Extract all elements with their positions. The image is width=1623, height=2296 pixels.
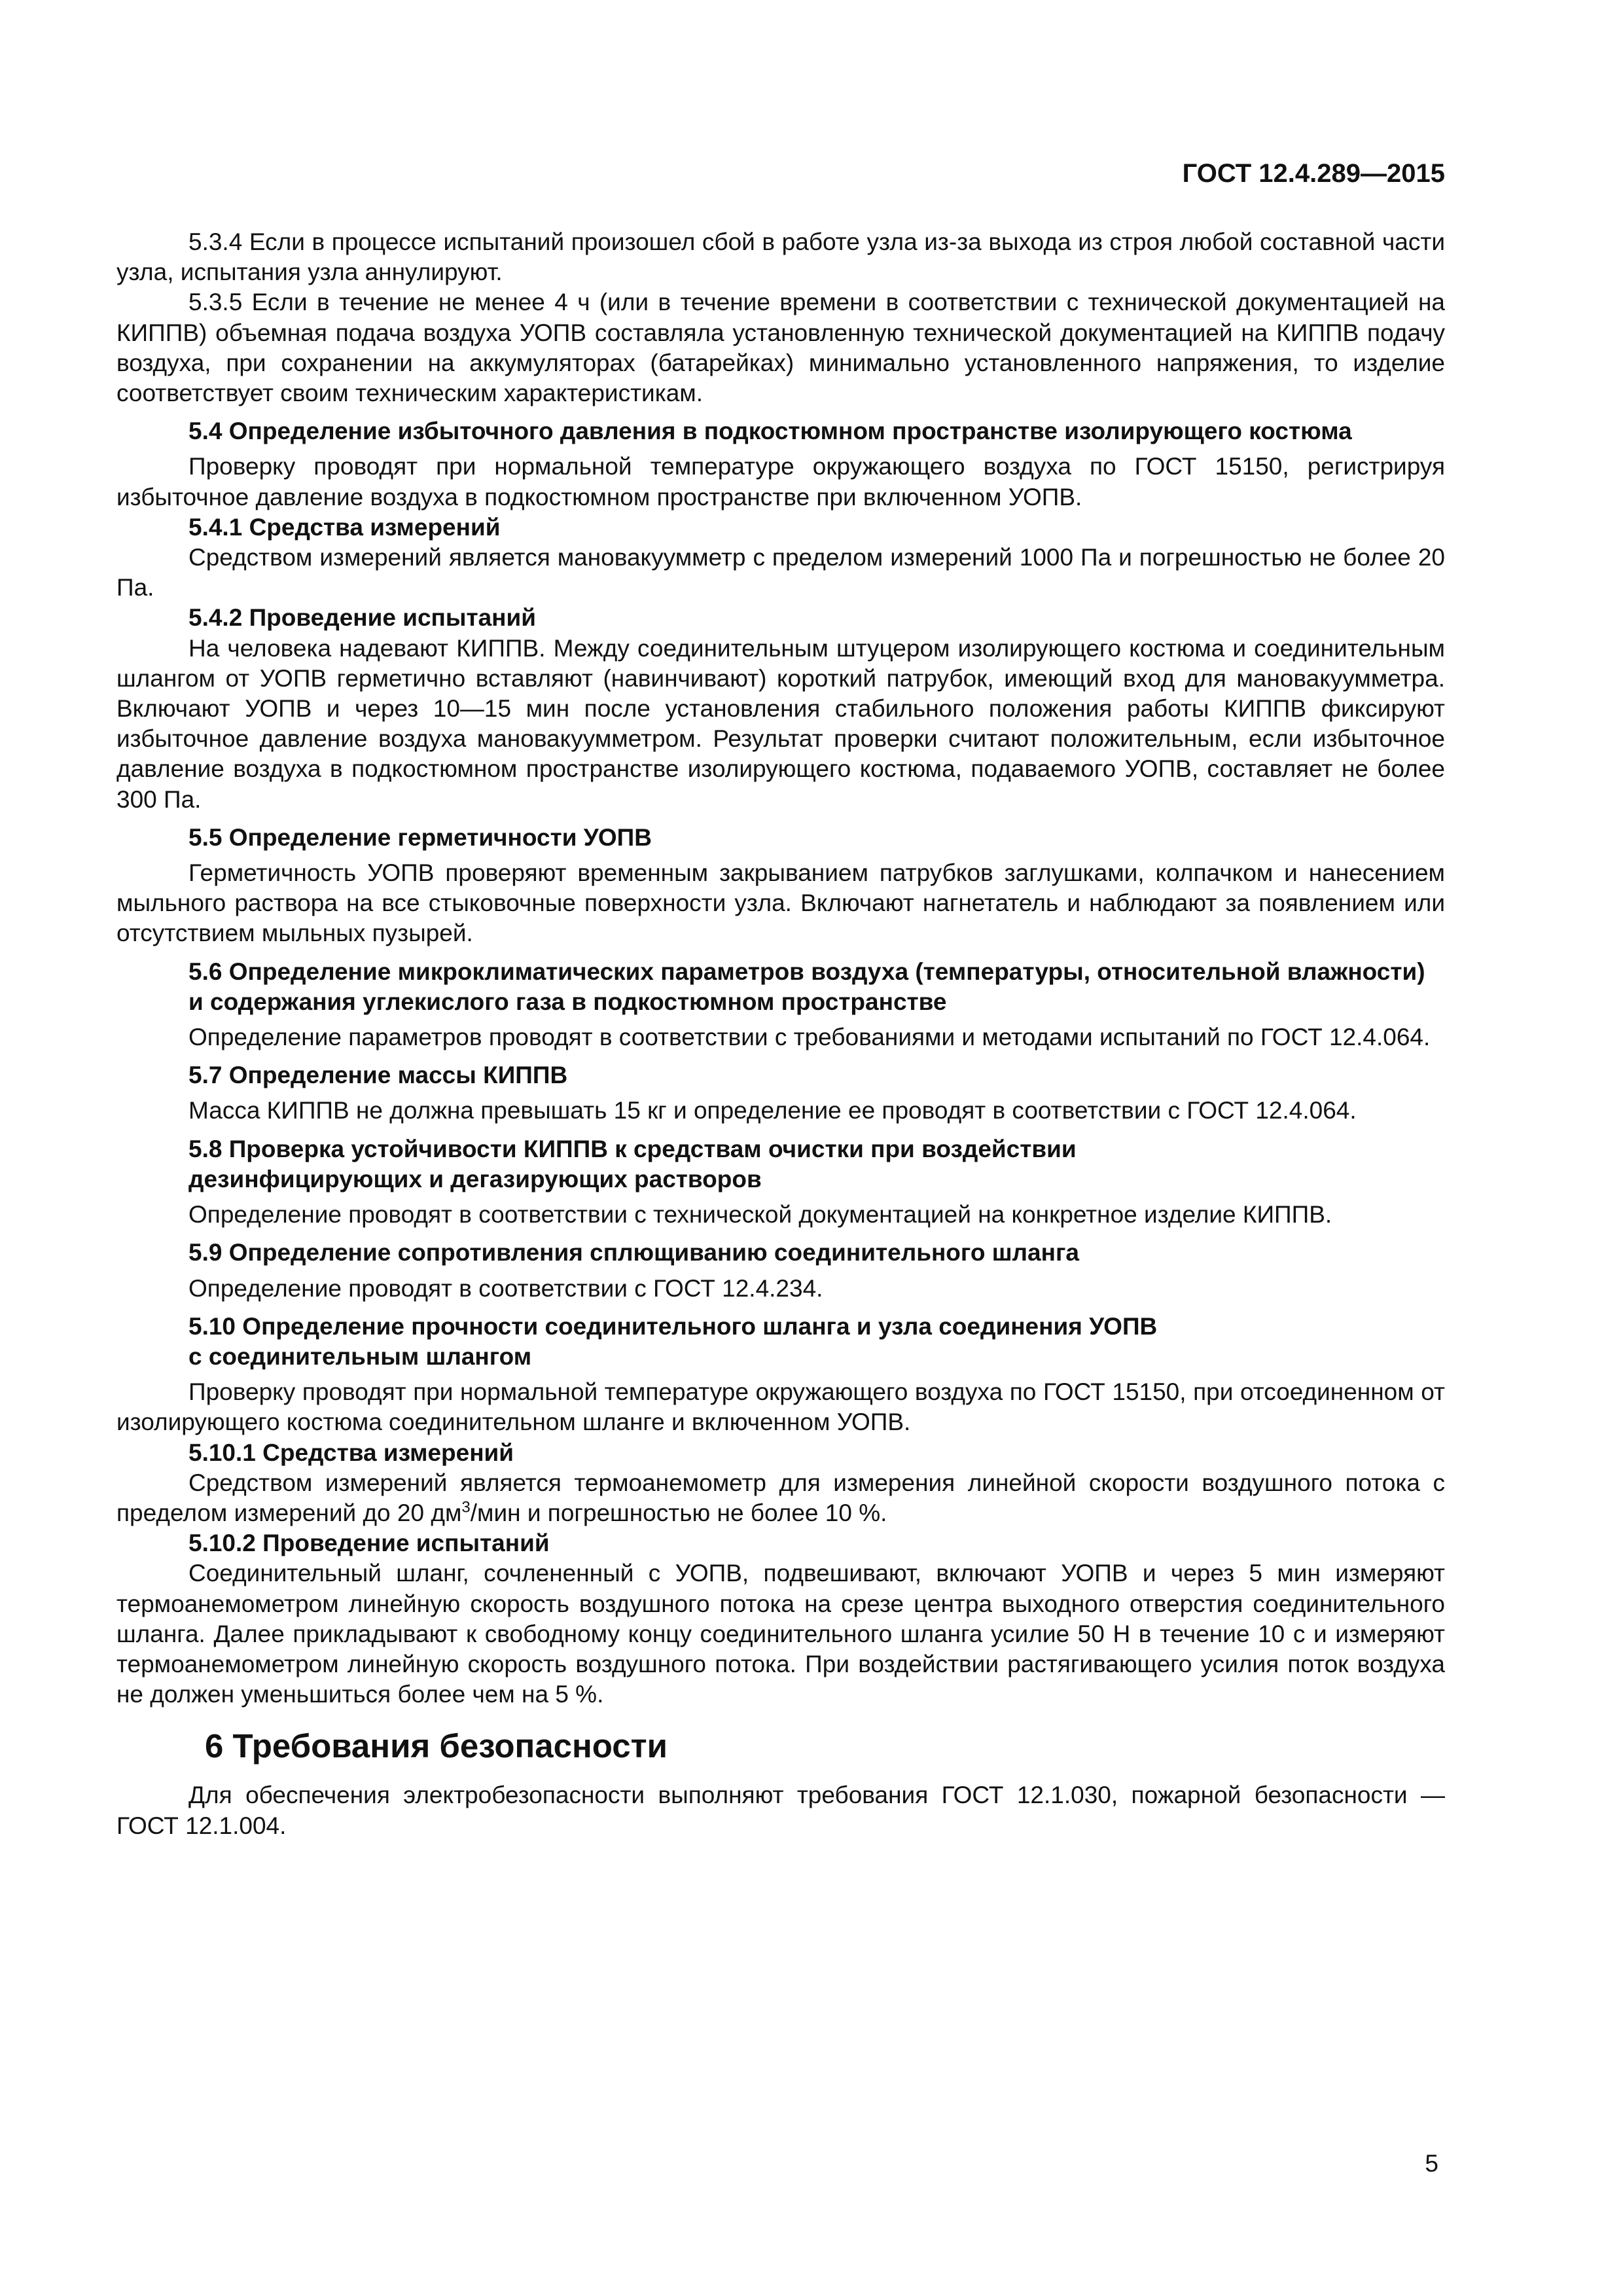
paragraph-5-10-1 <box>116 1468 1445 1528</box>
heading-5-4-2: 5.4.2 Проведение испытаний <box>188 604 537 632</box>
heading-5-10-2: 5.10.2 Проведение испытаний <box>188 1530 550 1557</box>
paragraph-5-3-4: 5.3.4 Если в процессе испытаний произошел сбой в работе узла из-за выхода из строя любой составной части узла, испытания узла аннулируют. <box>116 228 1445 286</box>
heading-5-7: 5.7 Определение массы КИППВ <box>188 1062 568 1089</box>
superscript-cube: 3 <box>461 1498 471 1516</box>
paragraph-5-10-1-text: Средством измерений является термоанемометр для измерения линейной скорости воздушного потока с пределом измерений до 20 дм <box>116 1469 1445 1526</box>
heading-5-8 <box>116 1134 1445 1194</box>
paragraph-5-9: Определение проводят в соответствии с ГОСТ 12.4.234. <box>188 1274 823 1302</box>
heading-5-10-line-2: с соединительным шлангом <box>188 1342 532 1370</box>
paragraph-5-8: Определение проводят в соответствии с технической документацией на конкретное изделие КИППВ. <box>188 1201 1332 1229</box>
paragraph-5-6: Определение параметров проводят в соответствии с требованиями и методами испытаний по ГОСТ 12.4.064. <box>188 1024 1431 1051</box>
heading-5-9: 5.9 Определение сопротивления сплющиванию соединительного шланга <box>188 1239 1079 1266</box>
heading-5-6: 5.6 Определение микроклиматических параметров воздуха (температуры, относительной влажности) и содержания углекислого газа в подкостюмном пространстве <box>188 958 1425 1015</box>
paragraph-5-10-1-text-end: /мин и погрешностью не более 10 %. <box>470 1499 887 1526</box>
heading-5-8-line-2: дезинфицирующих и дегазирующих растворов <box>188 1165 762 1193</box>
page-header-standard: ГОСТ 12.4.289—2015 <box>1182 159 1445 188</box>
paragraph-5-4-2: На человека надевают КИППВ. Между соединительным штуцером изолирующего костюма и соединительным шлангом от УОПВ герметично вставляют (навинчивают) короткий патрубок, имеющий вход для мановакуумметра. Включают УОПВ и через 10—15 мин после установления стабильного положения работы КИППВ фиксируют избыточное давление воздуха мановакуумметром. Результат проверки считают положительным, если избыточное давление воздуха в подкостюмном пространстве изолирующего костюма, подаваемого УОПВ, составляет не более 300 Па. <box>116 634 1445 813</box>
heading-5-5: 5.5 Определение герметичности УОПВ <box>188 823 652 851</box>
paragraph-5-10-2: Соединительный шланг, сочлененный с УОПВ, подвешивают, включают УОПВ и через 5 мин измеряют термоанемометром линейную скорость воздушного потока на срезе центра выходного отверстия соединительного шланга. Далее прикладывают к свободному концу соединительного шланга усилие 50 Н в течение 10 с и измеряют термоанемометром линейную скорость воздушного потока. При воздействии растягивающего усилия поток воздуха не должен уменьшиться более чем на 5 %. <box>116 1560 1445 1708</box>
paragraph-5-7: Масса КИППВ не должна превышать 15 кг и определение ее проводят в соответствии с ГОСТ 12.4.064. <box>188 1097 1357 1124</box>
paragraph-6: Для обеспечения электробезопасности выполняют требования ГОСТ 12.1.030, пожарной безопасности — ГОСТ 12.1.004. <box>116 1782 1445 1839</box>
heading-5-10-1: 5.10.1 Средства измерений <box>188 1439 514 1466</box>
heading-5-10-line-1: 5.10 Определение прочности соединительного шланга и узла соединения УОПВ <box>188 1312 1158 1340</box>
paragraph-5-10: Проверку проводят при нормальной температуре окружающего воздуха по ГОСТ 15150, при отсоединенном от изолирующего костюма соединительном шланге и включенном УОПВ. <box>116 1378 1445 1436</box>
document-body <box>116 227 1445 1841</box>
paragraph-5-4: Проверку проводят при нормальной температуре окружающего воздуха по ГОСТ 15150, регистрируя избыточное давление воздуха в подкостюмном пространстве при включенном УОПВ. <box>116 453 1445 511</box>
heading-5-4: 5.4 Определение избыточного давления в подкостюмном пространстве изолирующего костюма <box>188 418 1352 445</box>
heading-5-4-1: 5.4.1 Средства измерений <box>188 513 501 541</box>
paragraph-5-5: Герметичность УОПВ проверяют временным закрыванием патрубков заглушками, колпачком и нанесением мыльного раствора на все стыковочные поверхности узла. Включают нагнетатель и наблюдают за появлением или отсутствием мыльных пузырей. <box>116 859 1445 947</box>
page-number: 5 <box>1425 2150 1438 2177</box>
heading-5-10 <box>116 1312 1445 1372</box>
heading-5-8-line-1: 5.8 Проверка устойчивости КИППВ к средствам очистки при воздействии <box>188 1135 1077 1162</box>
paragraph-5-4-1: Средством измерений является мановакуумметр с пределом измерений 1000 Па и погрешностью не более 20 Па. <box>116 544 1445 601</box>
section-heading-6: 6 Требования безопасности <box>205 1727 668 1765</box>
paragraph-5-3-5: 5.3.5 Если в течение не менее 4 ч (или в течение времени в соответствии с технической документацией на КИППВ) объемная подача воздуха УОПВ составляла установленную технической документацией на КИППВ подачу воздуха, при сохранении на аккумуляторах (батарейках) минимально установленного напряжения, то изделие соответствует своим техническим характеристикам. <box>116 289 1445 407</box>
